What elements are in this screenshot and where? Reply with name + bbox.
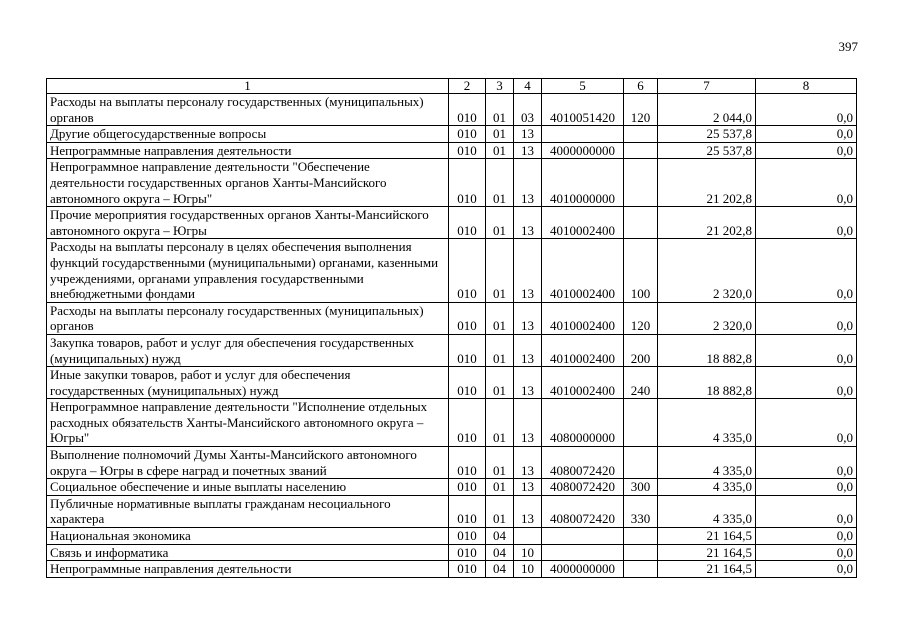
table-body <box>47 94 857 578</box>
cell-target-article <box>542 528 624 545</box>
cell-target-article: 4010002400 <box>542 239 624 302</box>
cell-expense-type <box>624 528 658 545</box>
cell-section-code: 01 <box>486 207 514 239</box>
cell-amount: 4 335,0 <box>658 495 756 527</box>
table-row <box>47 528 857 545</box>
cell-section-code: 01 <box>486 367 514 399</box>
table-row <box>47 239 857 302</box>
cell-subsection-code: 13 <box>514 367 542 399</box>
cell-subsection-code: 13 <box>514 239 542 302</box>
cell-description: Расходы на выплаты персоналу в целях обеспечения выполнения функций государственными (муниципальными) органами, казенными учреждениями, органами управления государственными внебюджетными фондами <box>47 239 449 302</box>
cell-amount: 21 164,5 <box>658 561 756 578</box>
cell-expense-type <box>624 544 658 561</box>
cell-column-8: 0,0 <box>756 142 857 159</box>
cell-target-article <box>542 126 624 143</box>
cell-ministry-code: 010 <box>449 142 486 159</box>
cell-expense-type <box>624 561 658 578</box>
column-header: 2 <box>449 79 486 94</box>
table-row <box>47 399 857 447</box>
cell-description: Непрограммные направления деятельности <box>47 142 449 159</box>
cell-description: Публичные нормативные выплаты гражданам несоциального характера <box>47 495 449 527</box>
cell-subsection-code: 13 <box>514 159 542 207</box>
table-header-row <box>47 79 857 94</box>
column-header: 5 <box>542 79 624 94</box>
table-row <box>47 334 857 366</box>
cell-amount: 2 320,0 <box>658 302 756 334</box>
cell-target-article: 4010002400 <box>542 367 624 399</box>
page-number: 397 <box>838 39 858 54</box>
cell-section-code: 04 <box>486 544 514 561</box>
cell-column-8: 0,0 <box>756 239 857 302</box>
cell-amount: 21 164,5 <box>658 528 756 545</box>
cell-amount: 2 320,0 <box>658 239 756 302</box>
cell-column-8: 0,0 <box>756 94 857 126</box>
cell-column-8: 0,0 <box>756 126 857 143</box>
cell-ministry-code: 010 <box>449 479 486 496</box>
cell-description: Закупка товаров, работ и услуг для обеспечения государственных (муниципальных) нужд <box>47 334 449 366</box>
column-header: 6 <box>624 79 658 94</box>
cell-section-code: 01 <box>486 142 514 159</box>
cell-section-code: 01 <box>486 126 514 143</box>
cell-subsection-code: 13 <box>514 142 542 159</box>
cell-expense-type: 100 <box>624 239 658 302</box>
cell-expense-type <box>624 207 658 239</box>
cell-column-8: 0,0 <box>756 302 857 334</box>
cell-description: Непрограммные направления деятельности <box>47 561 449 578</box>
cell-expense-type: 330 <box>624 495 658 527</box>
cell-ministry-code: 010 <box>449 94 486 126</box>
cell-column-8: 0,0 <box>756 207 857 239</box>
cell-target-article: 4080072420 <box>542 479 624 496</box>
cell-description: Расходы на выплаты персоналу государственных (муниципальных) органов <box>47 94 449 126</box>
cell-expense-type <box>624 126 658 143</box>
table-row <box>47 479 857 496</box>
cell-column-8: 0,0 <box>756 334 857 366</box>
table-row <box>47 142 857 159</box>
cell-ministry-code: 010 <box>449 159 486 207</box>
cell-column-8: 0,0 <box>756 399 857 447</box>
cell-subsection-code: 13 <box>514 495 542 527</box>
cell-ministry-code: 010 <box>449 399 486 447</box>
cell-subsection-code: 13 <box>514 334 542 366</box>
cell-column-8: 0,0 <box>756 479 857 496</box>
cell-ministry-code: 010 <box>449 207 486 239</box>
table-row <box>47 495 857 527</box>
cell-ministry-code: 010 <box>449 302 486 334</box>
cell-subsection-code: 13 <box>514 447 542 479</box>
cell-expense-type: 200 <box>624 334 658 366</box>
column-header: 7 <box>658 79 756 94</box>
cell-description: Социальное обеспечение и иные выплаты населению <box>47 479 449 496</box>
cell-amount: 2 044,0 <box>658 94 756 126</box>
cell-amount: 4 335,0 <box>658 399 756 447</box>
column-header: 8 <box>756 79 857 94</box>
cell-section-code: 01 <box>486 302 514 334</box>
cell-section-code: 01 <box>486 239 514 302</box>
cell-target-article: 4010051420 <box>542 94 624 126</box>
cell-subsection-code: 10 <box>514 544 542 561</box>
cell-subsection-code: 03 <box>514 94 542 126</box>
cell-target-article: 4080072420 <box>542 447 624 479</box>
cell-target-article: 4010002400 <box>542 207 624 239</box>
cell-column-8: 0,0 <box>756 159 857 207</box>
cell-ministry-code: 010 <box>449 126 486 143</box>
cell-subsection-code: 13 <box>514 207 542 239</box>
cell-amount: 21 202,8 <box>658 207 756 239</box>
cell-description: Иные закупки товаров, работ и услуг для обеспечения государственных (муниципальных) нужд <box>47 367 449 399</box>
cell-description: Другие общегосударственные вопросы <box>47 126 449 143</box>
cell-section-code: 01 <box>486 447 514 479</box>
cell-description: Прочие мероприятия государственных органов Ханты-Мансийского автономного округа – Югры <box>47 207 449 239</box>
cell-target-article: 4010002400 <box>542 302 624 334</box>
cell-description: Национальная экономика <box>47 528 449 545</box>
cell-subsection-code: 13 <box>514 126 542 143</box>
cell-amount: 4 335,0 <box>658 479 756 496</box>
cell-ministry-code: 010 <box>449 367 486 399</box>
table-row <box>47 159 857 207</box>
column-header: 4 <box>514 79 542 94</box>
cell-amount: 4 335,0 <box>658 447 756 479</box>
cell-expense-type: 120 <box>624 302 658 334</box>
cell-target-article: 4010002400 <box>542 334 624 366</box>
cell-target-article: 4000000000 <box>542 561 624 578</box>
cell-amount: 25 537,8 <box>658 142 756 159</box>
cell-expense-type <box>624 142 658 159</box>
column-header: 3 <box>486 79 514 94</box>
table-row <box>47 126 857 143</box>
table-row <box>47 207 857 239</box>
table-row <box>47 561 857 578</box>
cell-subsection-code <box>514 528 542 545</box>
cell-column-8: 0,0 <box>756 528 857 545</box>
cell-column-8: 0,0 <box>756 561 857 578</box>
cell-section-code: 04 <box>486 561 514 578</box>
cell-target-article: 4080072420 <box>542 495 624 527</box>
cell-subsection-code: 13 <box>514 302 542 334</box>
cell-section-code: 04 <box>486 528 514 545</box>
cell-ministry-code: 010 <box>449 334 486 366</box>
cell-target-article: 4080000000 <box>542 399 624 447</box>
cell-section-code: 01 <box>486 159 514 207</box>
cell-target-article: 4010000000 <box>542 159 624 207</box>
cell-subsection-code: 13 <box>514 479 542 496</box>
cell-expense-type <box>624 447 658 479</box>
table-row <box>47 94 857 126</box>
cell-subsection-code: 13 <box>514 399 542 447</box>
table-row <box>47 544 857 561</box>
cell-section-code: 01 <box>486 495 514 527</box>
cell-column-8: 0,0 <box>756 367 857 399</box>
cell-section-code: 01 <box>486 334 514 366</box>
cell-ministry-code: 010 <box>449 447 486 479</box>
cell-description: Выполнение полномочий Думы Ханты-Мансийского автономного округа – Югры в сфере наград и почетных званий <box>47 447 449 479</box>
cell-section-code: 01 <box>486 479 514 496</box>
cell-ministry-code: 010 <box>449 239 486 302</box>
cell-section-code: 01 <box>486 399 514 447</box>
cell-description: Расходы на выплаты персоналу государственных (муниципальных) органов <box>47 302 449 334</box>
cell-ministry-code: 010 <box>449 544 486 561</box>
cell-expense-type <box>624 399 658 447</box>
column-header: 1 <box>47 79 449 94</box>
cell-expense-type: 300 <box>624 479 658 496</box>
cell-section-code: 01 <box>486 94 514 126</box>
table-row <box>47 302 857 334</box>
cell-ministry-code: 010 <box>449 495 486 527</box>
cell-target-article: 4000000000 <box>542 142 624 159</box>
cell-amount: 18 882,8 <box>658 367 756 399</box>
cell-subsection-code: 10 <box>514 561 542 578</box>
cell-amount: 18 882,8 <box>658 334 756 366</box>
cell-amount: 21 164,5 <box>658 544 756 561</box>
table-row <box>47 367 857 399</box>
cell-column-8: 0,0 <box>756 495 857 527</box>
cell-column-8: 0,0 <box>756 447 857 479</box>
cell-expense-type: 120 <box>624 94 658 126</box>
cell-amount: 21 202,8 <box>658 159 756 207</box>
cell-column-8: 0,0 <box>756 544 857 561</box>
cell-amount: 25 537,8 <box>658 126 756 143</box>
cell-target-article <box>542 544 624 561</box>
cell-ministry-code: 010 <box>449 528 486 545</box>
cell-description: Непрограммное направление деятельности "Исполнение отдельных расходных обязательств Ханты-Мансийского автономного округа – Югры" <box>47 399 449 447</box>
cell-description: Связь и информатика <box>47 544 449 561</box>
budget-table <box>46 78 857 578</box>
cell-expense-type: 240 <box>624 367 658 399</box>
cell-expense-type <box>624 159 658 207</box>
cell-description: Непрограммное направление деятельности "Обеспечение деятельности государственных органов Ханты-Мансийского автономного округа – Югры" <box>47 159 449 207</box>
cell-ministry-code: 010 <box>449 561 486 578</box>
table-row <box>47 447 857 479</box>
